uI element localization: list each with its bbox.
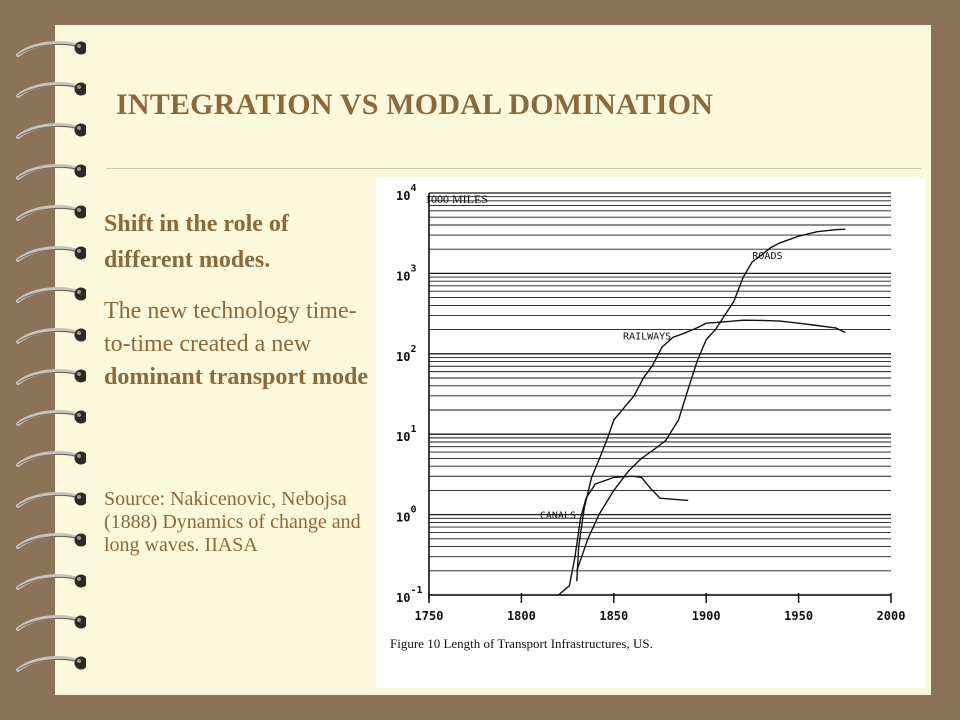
spiral-ring: [14, 202, 86, 224]
data-point-railways: [696, 327, 697, 328]
y-tick-label: $10^3$: [396, 263, 417, 284]
slide-title: INTEGRATION VS MODAL DOMINATION: [116, 88, 714, 121]
data-point-railways: [661, 347, 662, 348]
unit-label: 1000 MILES: [425, 192, 488, 206]
data-point-canals: [580, 518, 581, 519]
spiral-ring: [14, 612, 86, 634]
data-point-canals: [632, 476, 633, 477]
spiral-ring: [14, 79, 86, 101]
data-point-roads: [798, 236, 799, 237]
spiral-ring: [14, 530, 86, 552]
data-point-roads: [780, 242, 781, 243]
spiral-ring: [14, 243, 86, 265]
data-point-railways: [634, 395, 635, 396]
series-label-canals: CANALS: [539, 510, 577, 522]
data-point-railways: [652, 365, 653, 366]
data-point-roads: [733, 301, 734, 302]
data-point-canals: [641, 477, 642, 478]
data-point-railways: [706, 323, 707, 324]
y-tick-label: $10^2$: [396, 343, 417, 364]
data-point-canals: [574, 556, 575, 557]
data-point-railways: [584, 508, 585, 509]
figure-caption: Figure 10 Length of Transport Infrastructures, US.: [390, 636, 653, 651]
data-point-railways: [624, 406, 625, 407]
bullet-body-text: The new technology time-to-time created a new: [104, 298, 357, 357]
data-point-roads: [706, 339, 707, 340]
data-point-roads: [844, 229, 845, 230]
spiral-ring: [14, 325, 86, 347]
x-tick-label: 1800: [506, 609, 536, 623]
data-point-railways: [672, 337, 673, 338]
data-point-railways: [591, 477, 592, 478]
spiral-ring: [14, 38, 86, 60]
x-tick-label: 1850: [599, 609, 629, 623]
data-point-railways: [743, 320, 744, 321]
data-point-railways: [576, 580, 577, 581]
y-tick-label: $10^4$: [396, 183, 417, 203]
title-divider: [106, 168, 921, 169]
data-point-railways: [780, 321, 781, 322]
y-tick-label: $10^1$: [396, 424, 417, 445]
spiral-ring: [14, 489, 86, 511]
source-citation: Source: Nakicenovic, Nebojsa (1888) Dynamics of change and long waves. IIASA: [104, 488, 361, 556]
data-point-canals: [650, 488, 651, 489]
data-point-railways: [613, 419, 614, 420]
series-label-roads: ROADS: [752, 251, 783, 263]
data-point-roads: [678, 419, 679, 420]
data-point-roads: [743, 277, 744, 278]
data-point-railways: [608, 435, 609, 436]
data-point-canals: [659, 498, 660, 499]
data-point-canals: [558, 594, 559, 595]
bullet-heading: Shift in the role of different modes.: [104, 211, 289, 273]
data-point-roads: [628, 470, 629, 471]
spiral-ring: [14, 448, 86, 470]
data-point-railways: [761, 320, 762, 321]
data-point-roads: [654, 449, 655, 450]
data-point-roads: [641, 458, 642, 459]
data-point-railways: [683, 333, 684, 334]
data-point-railways: [835, 327, 836, 328]
y-tick-label: $10^{-1}$: [396, 585, 423, 605]
data-point-railways: [844, 332, 845, 333]
x-tick-label: 1900: [691, 609, 721, 623]
x-tick-label: 1750: [414, 609, 444, 623]
data-point-roads: [687, 390, 688, 391]
spiral-ring: [14, 120, 86, 142]
y-tick-label: $10^0$: [396, 504, 417, 525]
data-point-roads: [696, 361, 697, 362]
x-tick-label: 1950: [784, 609, 814, 623]
chart-background: [376, 178, 925, 688]
data-point-railways: [578, 546, 579, 547]
data-point-roads: [598, 514, 599, 515]
data-point-railways: [643, 377, 644, 378]
bullet-body-emphasis: dominant transport mode: [104, 364, 369, 390]
spiral-ring: [14, 407, 86, 429]
spiral-ring: [14, 653, 86, 675]
data-point-roads: [724, 315, 725, 316]
data-point-roads: [587, 538, 588, 539]
data-point-roads: [715, 329, 716, 330]
series-label-railways: RAILWAYS: [623, 331, 672, 343]
transport-infrastructure-chart: [376, 178, 925, 688]
data-point-roads: [613, 490, 614, 491]
data-point-railways: [600, 455, 601, 456]
bullet-body: [104, 295, 379, 394]
data-point-railways: [817, 325, 818, 326]
data-point-roads: [665, 440, 666, 441]
data-point-roads: [817, 231, 818, 232]
data-point-canals: [595, 483, 596, 484]
x-tick-label: 2000: [876, 609, 906, 623]
data-point-canals: [613, 477, 614, 478]
spiral-ring: [14, 284, 86, 306]
data-point-railways: [724, 321, 725, 322]
data-point-railways: [798, 323, 799, 324]
spiral-ring: [14, 366, 86, 388]
data-point-canals: [687, 500, 688, 501]
spiral-ring: [14, 161, 86, 183]
data-point-roads: [576, 570, 577, 571]
data-point-roads: [835, 229, 836, 230]
spiral-ring: [14, 571, 86, 593]
data-point-canals: [569, 585, 570, 586]
data-point-roads: [770, 247, 771, 248]
